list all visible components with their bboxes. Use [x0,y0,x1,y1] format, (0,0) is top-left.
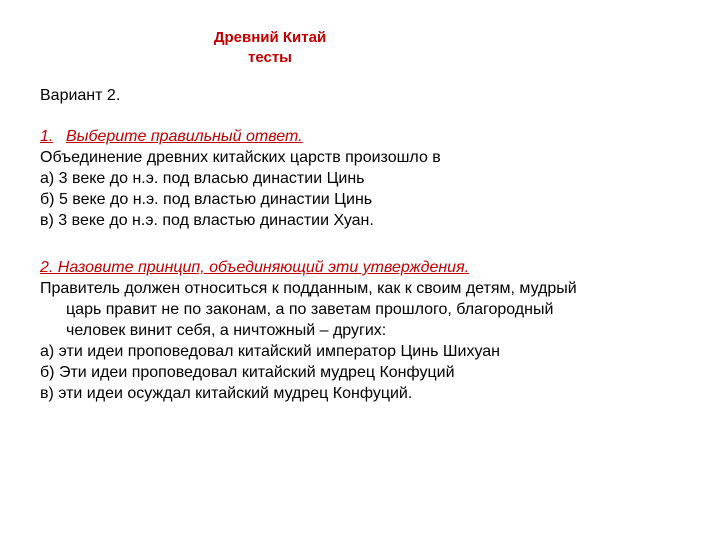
question-1-option-a: а) 3 веке до н.э. под власью династии Цинь [40,170,365,187]
question-2-stem-line-3: человек винит себя, а ничтожный – других: [66,322,387,339]
question-2-option-b: б) Эти идеи проповедовал китайский мудрец Конфуций [40,364,455,381]
question-2 [40,257,680,404]
page-title [0,28,540,68]
question-1 [40,126,680,231]
question-1-instruction: Выберите правильный ответ. [66,128,303,145]
question-2-option-a: а) эти идеи проповедовал китайский император Цинь Шихуан [40,343,500,360]
question-2-stem-line-2: царь правит не по законам, а по заветам прошлого, благородный [66,301,554,318]
question-1-option-b: б) 5 веке до н.э. под властью династии Цинь [40,191,373,208]
question-2-heading: 2. Назовите принцип, объединяющий эти утверждения. [40,259,470,276]
question-1-heading [40,126,680,147]
question-2-stem-line-1: Правитель должен относиться к подданным, как к своим детям, мудрый [40,280,577,297]
question-2-option-c: в) эти идеи осуждал китайский мудрец Конфуций. [40,385,413,402]
question-1-number: 1. [40,128,54,145]
title-line-2: тесты [248,49,292,66]
title-line-1: Древний Китай [213,29,327,46]
question-1-option-c: в) 3 веке до н.э. под властью династии Хуан. [40,212,374,229]
variant-label: Вариант 2. [40,87,121,104]
question-1-stem: Объединение древних китайских царств произошло в [40,149,441,166]
